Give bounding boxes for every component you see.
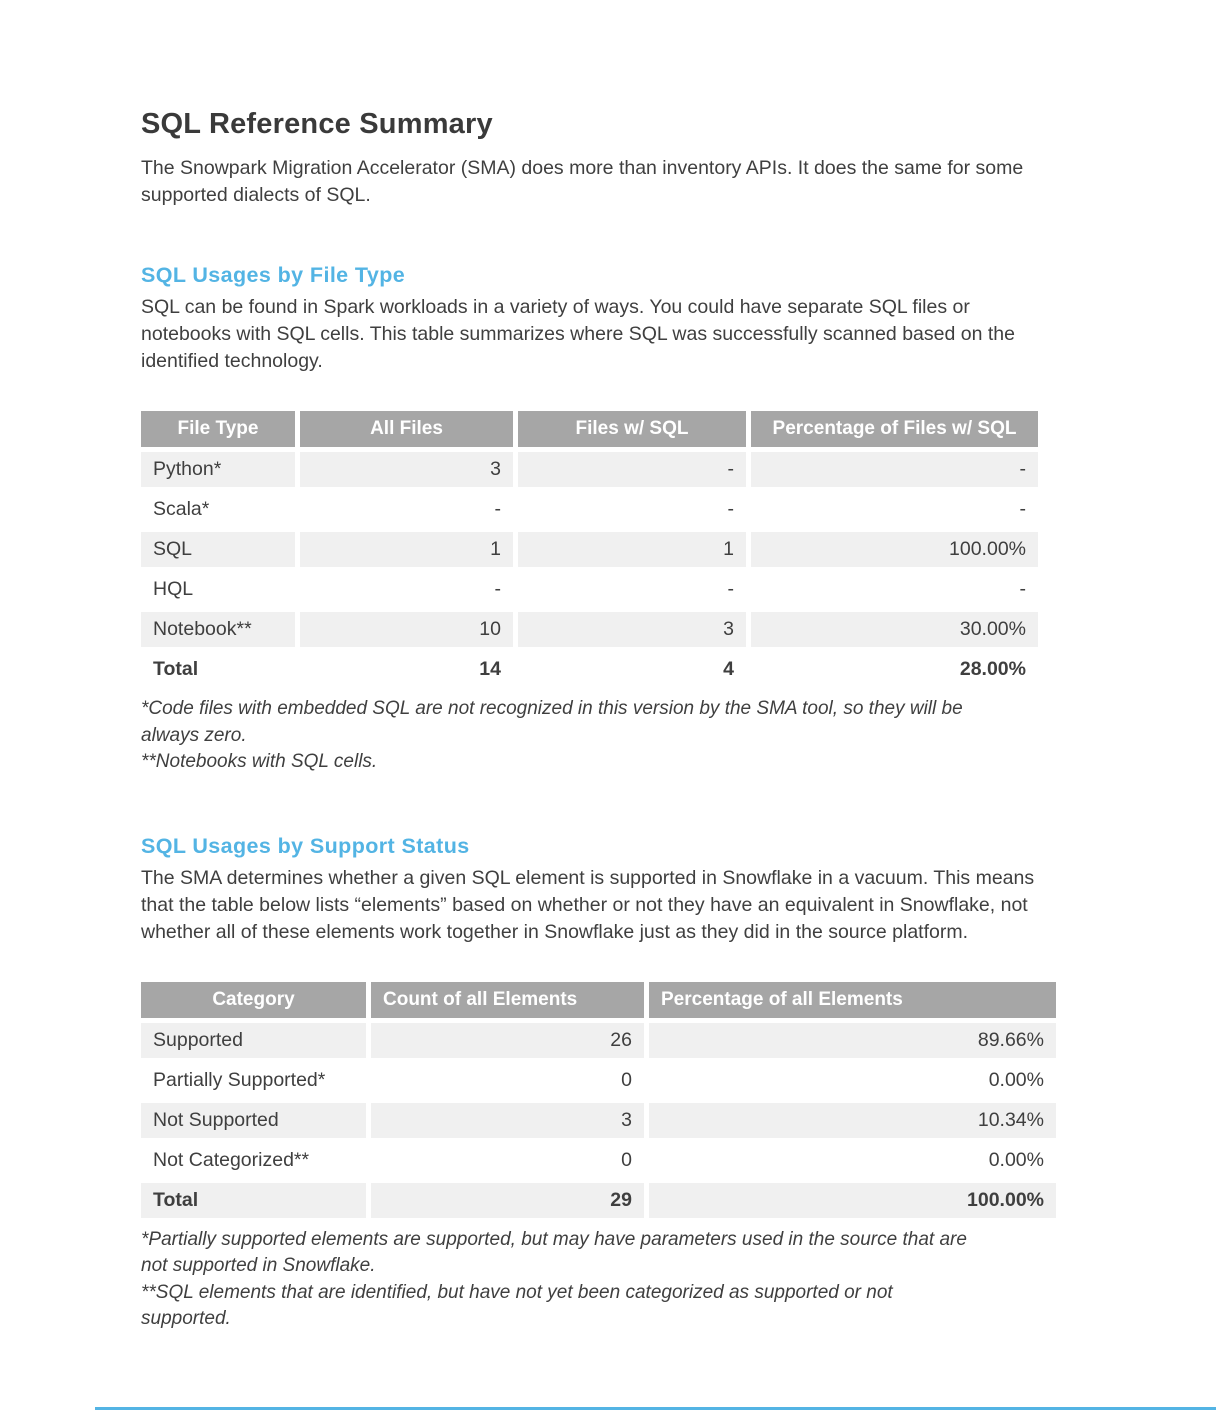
table-cell: 30.00% bbox=[751, 612, 1038, 647]
table-cell: 10.34% bbox=[649, 1103, 1056, 1138]
footnote: **Notebooks with SQL cells. bbox=[141, 751, 378, 772]
footnote: **SQL elements that are identified, but have not yet been categorized as supported or not supported. bbox=[141, 1281, 893, 1329]
table-cell: Not Categorized** bbox=[141, 1143, 366, 1178]
table-cell: 3 bbox=[518, 612, 746, 647]
table-cell: - bbox=[751, 452, 1038, 487]
table-cell: - bbox=[300, 572, 513, 607]
table-cell: 28.00% bbox=[751, 652, 1038, 687]
page-title: SQL Reference Summary bbox=[141, 108, 493, 140]
table-cell: HQL bbox=[141, 572, 295, 607]
document-content bbox=[141, 0, 1058, 1333]
table-cell: 29 bbox=[371, 1183, 644, 1218]
table-cell: - bbox=[751, 572, 1038, 607]
section-description-file-type: SQL can be found in Spark workloads in a variety of ways. You could have separate SQL files or notebooks with SQL cells. This table summarizes where SQL was successfully scanned based on the identified technology. bbox=[141, 296, 1015, 372]
footnote: *Code files with embedded SQL are not recognized in this version by the SMA tool, so they will be always zero. bbox=[141, 698, 963, 746]
section-heading-file-type: SQL Usages by File Type bbox=[141, 263, 406, 287]
table-cell: 89.66% bbox=[649, 1023, 1056, 1058]
table-cell: Total bbox=[141, 652, 295, 687]
table-cell: 0 bbox=[371, 1143, 644, 1178]
table-cell: - bbox=[751, 492, 1038, 527]
table-cell: Python* bbox=[141, 452, 295, 487]
section-sql-usages-by-support-status bbox=[141, 834, 1058, 1333]
file-type-footnotes bbox=[141, 696, 986, 776]
support-status-table bbox=[141, 982, 1058, 1218]
table-cell: 100.00% bbox=[751, 532, 1038, 567]
table-cell: 0.00% bbox=[649, 1143, 1056, 1178]
table-cell: - bbox=[518, 492, 746, 527]
column-header: Percentage of all Elements bbox=[649, 982, 1056, 1018]
table-cell: Notebook** bbox=[141, 612, 295, 647]
column-header: File Type bbox=[141, 411, 295, 447]
table-cell: Partially Supported* bbox=[141, 1063, 366, 1098]
section-sql-usages-by-file-type bbox=[141, 263, 1058, 776]
table-cell: 26 bbox=[371, 1023, 644, 1058]
column-header: Category bbox=[141, 982, 366, 1018]
column-header: All Files bbox=[300, 411, 513, 447]
table-cell: Total bbox=[141, 1183, 366, 1218]
table-cell: 4 bbox=[518, 652, 746, 687]
intro-paragraph: The Snowpark Migration Accelerator (SMA) does more than inventory APIs. It does the same for some supported dialects of SQL. bbox=[141, 157, 1024, 206]
file-type-table bbox=[141, 411, 1058, 687]
table-cell: - bbox=[518, 452, 746, 487]
table-cell: 3 bbox=[300, 452, 513, 487]
table-cell: SQL bbox=[141, 532, 295, 567]
column-header: Count of all Elements bbox=[371, 982, 644, 1018]
table-cell: 14 bbox=[300, 652, 513, 687]
table-cell: 10 bbox=[300, 612, 513, 647]
table-cell: Scala* bbox=[141, 492, 295, 527]
table-cell: - bbox=[300, 492, 513, 527]
table-cell: 0 bbox=[371, 1063, 644, 1098]
support-status-footnotes bbox=[141, 1227, 986, 1333]
column-header: Files w/ SQL bbox=[518, 411, 746, 447]
section-description-support-status: The SMA determines whether a given SQL element is supported in Snowflake in a vacuum. This means that the table below lists “elements” based on whether or not they have an equivalent in Snowflake, not whether all of these elements work together in Snowflake just as they did in the source platform. bbox=[141, 866, 1035, 943]
footnote: *Partially supported elements are supported, but may have parameters used in the source that are not supported in Snowflake. bbox=[141, 1228, 967, 1276]
table-cell: 1 bbox=[300, 532, 513, 567]
table-cell: Supported bbox=[141, 1023, 366, 1058]
column-header: Percentage of Files w/ SQL bbox=[751, 411, 1038, 447]
section-heading-support-status: SQL Usages by Support Status bbox=[141, 833, 470, 858]
table-cell: - bbox=[518, 572, 746, 607]
table-cell: 100.00% bbox=[649, 1183, 1056, 1218]
table-cell: 0.00% bbox=[649, 1063, 1056, 1098]
table-cell: Not Supported bbox=[141, 1103, 366, 1138]
table-cell: 1 bbox=[518, 532, 746, 567]
table-cell: 3 bbox=[371, 1103, 644, 1138]
